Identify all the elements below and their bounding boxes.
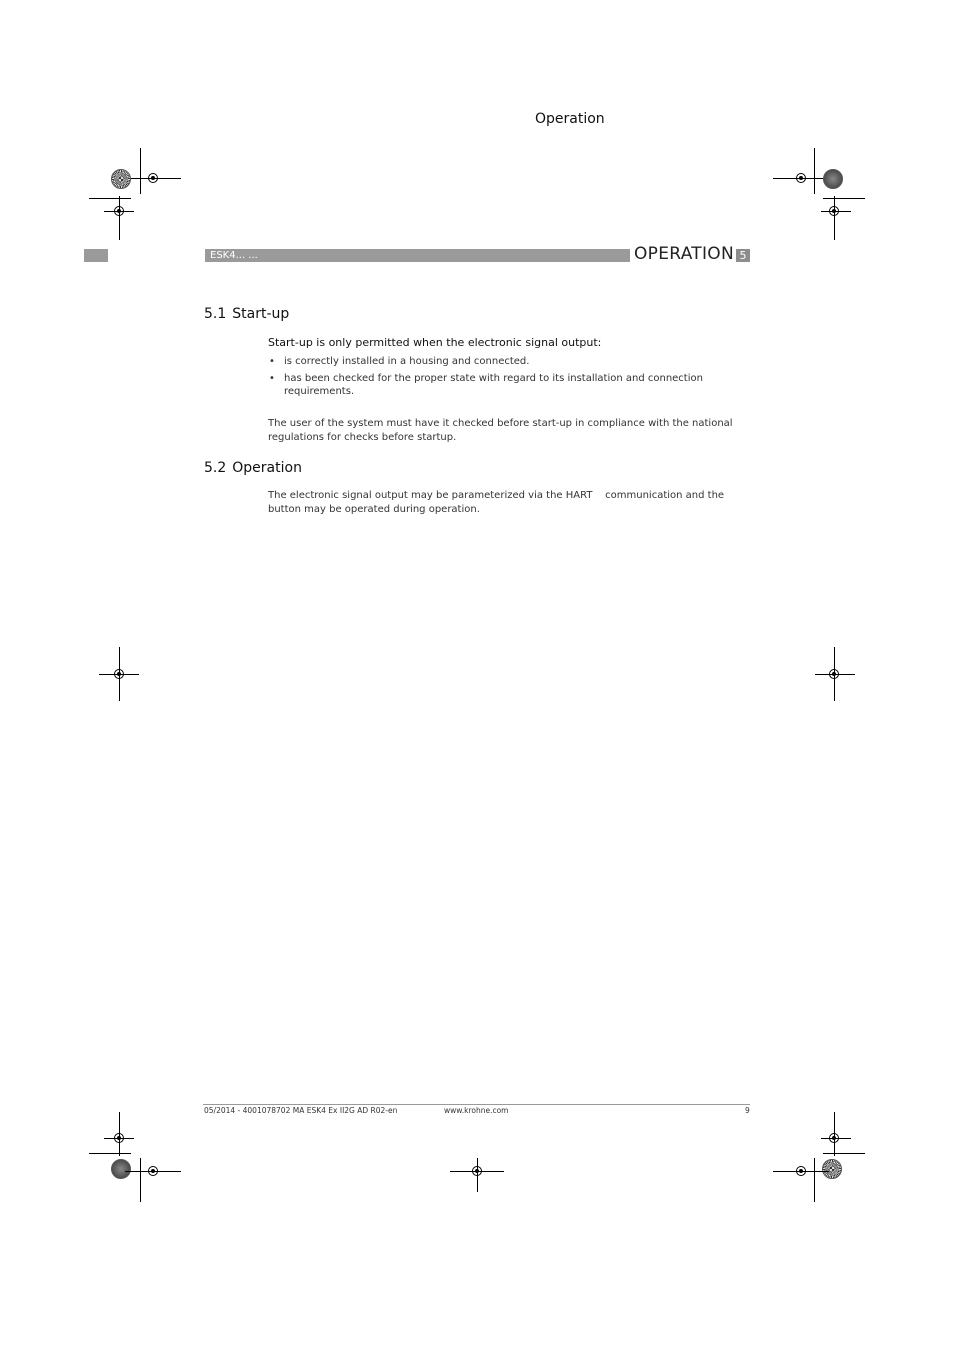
footer-doc-ref: 05/2014 - 4001078702 MA ESK4 Ex II2G AD R02-en bbox=[204, 1106, 398, 1115]
header-bar bbox=[205, 249, 630, 262]
start-up-conditions-list bbox=[268, 355, 748, 402]
section-title: Operation bbox=[232, 460, 302, 476]
header-left-tab bbox=[84, 249, 108, 262]
operation-paragraph: The electronic signal output may be parameterized via the HART communication and the button may be operated during operation. bbox=[268, 490, 725, 515]
list-item: • is correctly installed in a housing and connected. bbox=[268, 355, 748, 369]
section-title: Start-up bbox=[232, 306, 290, 322]
page-top-label: Operation bbox=[535, 111, 605, 127]
section-heading-operation bbox=[204, 460, 302, 476]
footer-rule bbox=[203, 1104, 750, 1105]
list-item: • has been checked for the proper state with regard to its installation and connection requirements. bbox=[268, 372, 748, 399]
start-up-lead: Start-up is only permitted when the electronic signal output: bbox=[268, 336, 602, 349]
footer-page-number: 9 bbox=[745, 1106, 750, 1115]
chapter-number-badge: 5 bbox=[736, 249, 750, 262]
footer-website: www.krohne.com bbox=[444, 1106, 509, 1115]
chapter-title: OPERATION bbox=[634, 244, 735, 264]
section-number: 5.1 bbox=[204, 306, 227, 322]
header-product-name: ESK4... ... bbox=[210, 250, 258, 261]
section-heading-start-up bbox=[204, 306, 289, 322]
section-number: 5.2 bbox=[204, 460, 227, 476]
start-up-paragraph: The user of the system must have it checked before start-up in compliance with the national regulations for checks before startup. bbox=[268, 418, 733, 443]
